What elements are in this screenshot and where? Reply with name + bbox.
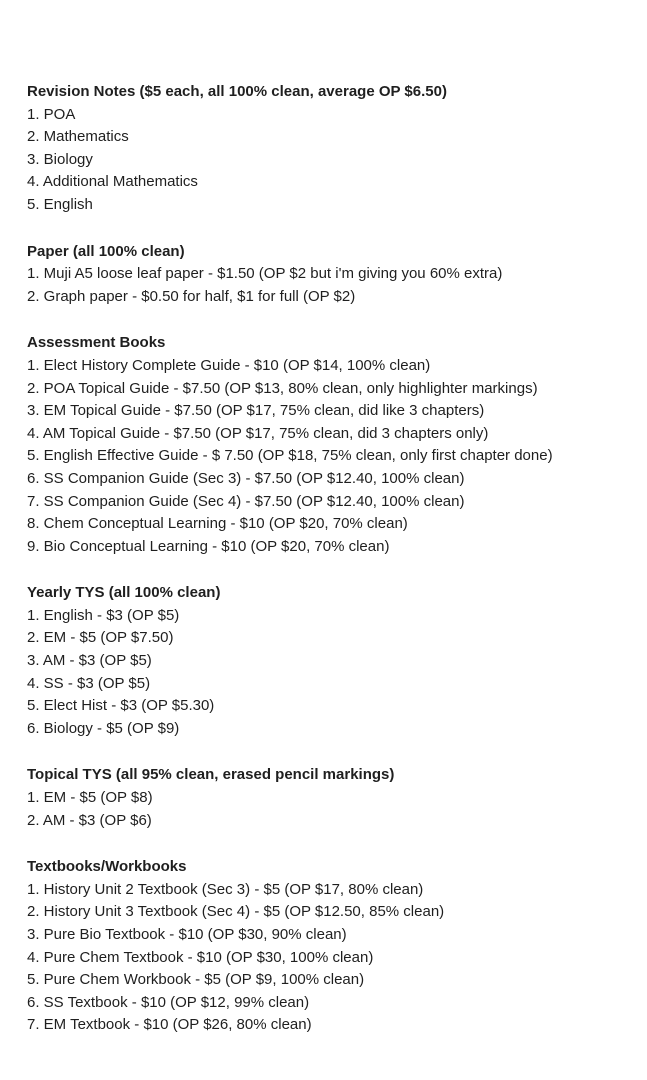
list-item: 2. History Unit 3 Textbook (Sec 4) - $5 (OP $12.50, 85% clean) [27,903,445,921]
section-title: Yearly TYS (all 100% clean) [27,584,221,602]
list-item: 2. POA Topical Guide - $7.50 (OP $13, 80% clean, only highlighter markings) [27,379,538,397]
section-title: Assessment Books [27,334,166,352]
list-item: 4. Pure Chem Textbook - $10 (OP $30, 100% clean) [27,948,374,966]
section [27,582,642,740]
section [27,81,642,217]
section [27,241,642,309]
list-item: 1. EM - $5 (OP $8) [27,789,153,807]
list-item: 1. POA [27,105,76,123]
list-item: 2. Graph paper - $0.50 for half, $1 for full (OP $2) [27,287,356,305]
list-item: 6. SS Companion Guide (Sec 3) - $7.50 (OP $12.40, 100% clean) [27,469,465,487]
list-item: 7. SS Companion Guide (Sec 4) - $7.50 (OP $12.40, 100% clean) [27,492,465,510]
list-item: 4. Additional Mathematics [27,173,198,191]
list-item: 4. SS - $3 (OP $5) [27,674,151,692]
list-item: 5. English Effective Guide - $ 7.50 (OP $18, 75% clean, only first chapter done) [27,447,553,465]
list-item: 3. EM Topical Guide - $7.50 (OP $17, 75% clean, did like 3 chapters) [27,402,485,420]
section [27,764,642,832]
section-title: Paper (all 100% clean) [27,242,185,260]
list-item: 9. Bio Conceptual Learning - $10 (OP $20, 70% clean) [27,537,390,555]
list-item: 5. English [27,195,93,213]
section [27,856,642,1037]
list-item: 3. Biology [27,150,93,168]
list-item: 1. History Unit 2 Textbook (Sec 3) - $5 (OP $17, 80% clean) [27,880,424,898]
list-item: 2. AM - $3 (OP $6) [27,811,152,829]
list-item: 3. AM - $3 (OP $5) [27,652,152,670]
list-item: 3. Pure Bio Textbook - $10 (OP $30, 90% clean) [27,926,347,943]
list-item: 1. Elect History Complete Guide - $10 (OP $14, 100% clean) [27,356,431,374]
list-item: 7. EM Textbook - $10 (OP $26, 80% clean) [27,1016,312,1034]
list-item: 2. Mathematics [27,128,129,146]
section [27,332,642,558]
list-item: 1. Muji A5 loose leaf paper - $1.50 (OP $2 but i'm giving you 60% extra) [27,265,503,283]
section-title: Textbooks/Workbooks [27,858,187,876]
list-item: 1. English - $3 (OP $5) [27,606,180,624]
list-item: 4. AM Topical Guide - $7.50 (OP $17, 75% clean, did 3 chapters only) [27,424,489,442]
list-item: 5. Elect Hist - $3 (OP $5.30) [27,697,215,715]
list-item: 8. Chem Conceptual Learning - $10 (OP $20, 70% clean) [27,515,408,533]
list-item: 6. SS Textbook - $10 (OP $12, 99% clean) [27,993,310,1011]
list-item: 6. Biology - $5 (OP $9) [27,719,180,737]
document-body [27,81,642,1061]
list-item: 5. Pure Chem Workbook - $5 (OP $9, 100% clean) [27,971,365,989]
section-title: Topical TYS (all 95% clean, erased pencil markings) [27,766,395,784]
section-title: Revision Notes ($5 each, all 100% clean, average OP $6.50) [27,83,447,100]
list-item: 2. EM - $5 (OP $7.50) [27,629,174,647]
